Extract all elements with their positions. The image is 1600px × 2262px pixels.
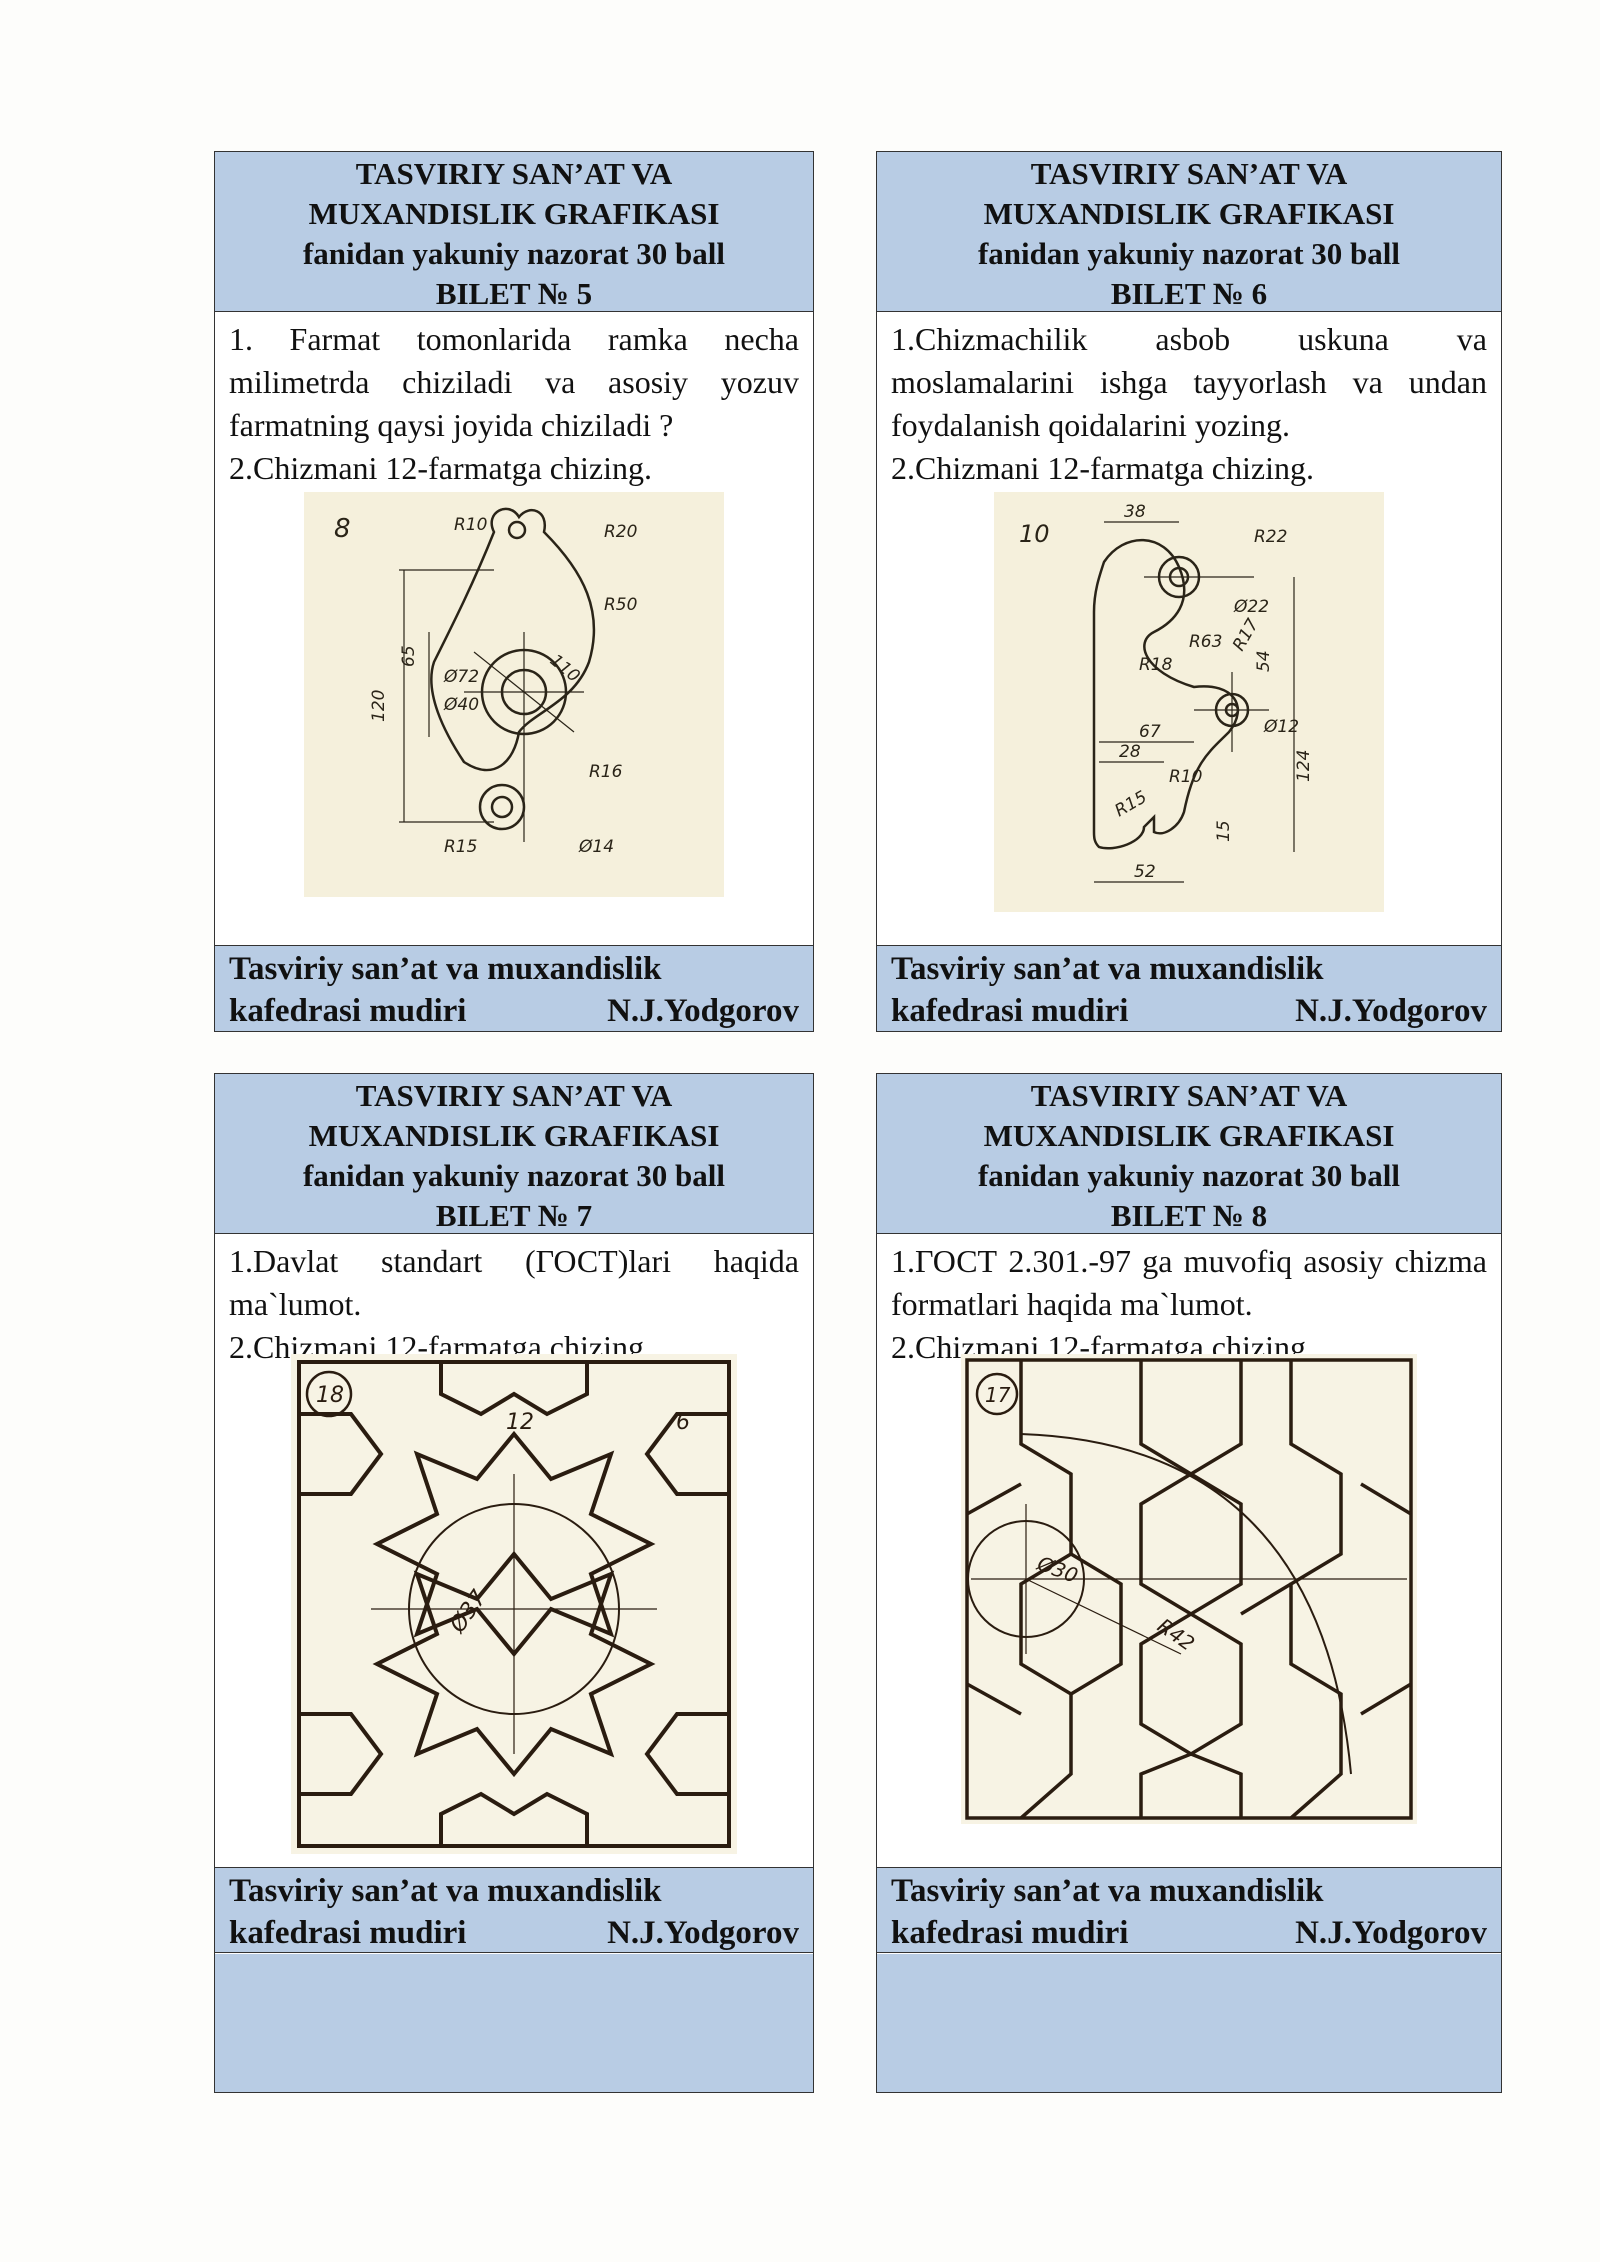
footer-signatory: N.J.Yodgorov: [1295, 1915, 1487, 1951]
dim-label: R20: [604, 522, 638, 542]
footer-signatory: N.J.Yodgorov: [607, 993, 799, 1029]
dim-label: R15: [1111, 787, 1151, 822]
header-line-2: MUXANDISLIK GRAFIKASI: [983, 196, 1395, 231]
technical-drawing-10: [994, 492, 1384, 912]
dim-label: R18: [1139, 655, 1173, 675]
ticket-footer: [215, 945, 813, 1031]
header-line-3: fanidan yakuniy nazorat 30 ball: [977, 236, 1401, 271]
ticket-card-6: [876, 151, 1502, 1032]
header-line-2: MUXANDISLIK GRAFIKASI: [308, 1118, 720, 1153]
ticket-header: [215, 152, 813, 312]
dim-label: 52: [1134, 862, 1156, 882]
footer-position: kafedrasi mudiri: [891, 993, 1129, 1029]
header-line-3: fanidan yakuniy nazorat 30 ball: [302, 1158, 726, 1193]
questions: [215, 312, 813, 490]
header-line-1: TASVIRIY SAN’AT VA: [1030, 1078, 1348, 1113]
dim-label: R42: [1153, 1613, 1200, 1656]
dim-label: R10: [454, 515, 488, 535]
question-1: 1.Davlat standart (ГОСТ)lari haqida ma`lumot.: [229, 1243, 799, 1322]
dim-label: R22: [1254, 527, 1288, 547]
ticket-footer: [215, 1867, 813, 1953]
header-line-2: MUXANDISLIK GRAFIKASI: [308, 196, 720, 231]
dim-label: Ø37: [445, 1585, 492, 1638]
dim-label: 67: [1139, 722, 1161, 742]
dim-label: Ø40: [444, 695, 480, 715]
footer-signatory: N.J.Yodgorov: [607, 1915, 799, 1951]
question-1: 1.Chizmachilik asbob uskuna va moslamalarini ishga tayyorlash va undan foydalanish qoidalarini yozing.: [891, 321, 1487, 443]
drawing-number: 18: [316, 1383, 344, 1408]
ticket-number: BILET № 5: [435, 276, 593, 311]
ticket-header: [215, 1074, 813, 1234]
footer-line-1: Tasviriy san’at va muxandislik: [891, 1873, 1324, 1909]
question-2: 2.Chizmani 12-farmatga chizing: [891, 1329, 1306, 1365]
header-line-1: TASVIRIY SAN’AT VA: [355, 156, 673, 191]
question-1: 1.ГОСТ 2.301.-97 ga muvofiq asosiy chizma formatlari haqida ma`lumot.: [891, 1243, 1487, 1322]
ticket-number: BILET № 8: [1110, 1198, 1268, 1233]
ticket-footer: [877, 945, 1501, 1031]
dim-label: Ø30: [1034, 1551, 1082, 1588]
header-line-1: TASVIRIY SAN’AT VA: [1030, 156, 1348, 191]
dim-label: 12: [506, 1410, 534, 1435]
drawing-number: 8: [334, 514, 351, 544]
dim-label: 110: [545, 650, 584, 687]
header-line-1: TASVIRIY SAN’AT VA: [355, 1078, 673, 1113]
blank-area: [215, 1954, 813, 2092]
footer-position: kafedrasi mudiri: [229, 993, 467, 1029]
dim-label: Ø72: [444, 667, 480, 687]
technical-drawing-8: [304, 492, 724, 897]
ornament-drawing-18: [291, 1354, 737, 1854]
dim-label: Ø22: [1234, 597, 1270, 617]
dim-label: R50: [604, 595, 638, 615]
footer-line-1: Tasviriy san’at va muxandislik: [229, 1873, 662, 1909]
dim-label: 65: [399, 645, 419, 667]
dim-label: 28: [1119, 742, 1141, 762]
questions: [877, 312, 1501, 490]
header-line-2: MUXANDISLIK GRAFIKASI: [983, 1118, 1395, 1153]
blank-area: [877, 1954, 1501, 2092]
question-2: 2.Chizmani 12-farmatga chizing: [229, 1329, 644, 1365]
ticket-header: [877, 1074, 1501, 1234]
ticket-card-8: [876, 1073, 1502, 2093]
ticket-footer: [877, 1867, 1501, 1953]
footer-signatory: N.J.Yodgorov: [1295, 993, 1487, 1029]
dim-label: 15: [1214, 820, 1234, 842]
ticket-card-5: [214, 151, 814, 1032]
dim-label: R10: [1169, 767, 1203, 787]
dim-label: 120: [369, 689, 389, 722]
ticket-number: BILET № 7: [435, 1198, 593, 1233]
question-1: 1. Farmat tomonlarida ramka necha milimetrda chiziladi va asosiy yozuv farmatning qaysi joyida chiziladi ?: [229, 321, 799, 443]
dim-label: Ø14: [579, 837, 615, 857]
dim-label: 54: [1254, 650, 1274, 672]
ornament-drawing-17: [961, 1354, 1417, 1824]
questions: [215, 1234, 813, 1369]
dim-label: Ø12: [1264, 717, 1300, 737]
footer-line-1: Tasviriy san’at va muxandislik: [891, 951, 1324, 987]
footer-position: kafedrasi mudiri: [229, 1915, 467, 1951]
drawing-number: 10: [1019, 520, 1050, 548]
ticket-card-7: [214, 1073, 814, 2093]
ticket-number: BILET № 6: [1110, 276, 1268, 311]
dim-label: R63: [1189, 632, 1223, 652]
dim-label: R17: [1229, 615, 1264, 655]
header-line-3: fanidan yakuniy nazorat 30 ball: [302, 236, 726, 271]
ticket-header: [877, 152, 1501, 312]
questions: [877, 1234, 1501, 1369]
dim-label: 38: [1124, 502, 1146, 522]
dim-label: 6: [676, 1410, 690, 1435]
dim-label: R16: [589, 762, 623, 782]
dim-label: R15: [444, 837, 478, 857]
question-2: 2.Chizmani 12-farmatga chizing.: [891, 450, 1314, 486]
dim-label: 124: [1294, 749, 1314, 782]
footer-line-1: Tasviriy san’at va muxandislik: [229, 951, 662, 987]
drawing-number: 17: [985, 1383, 1011, 1407]
question-2: 2.Chizmani 12-farmatga chizing.: [229, 450, 652, 486]
footer-position: kafedrasi mudiri: [891, 1915, 1129, 1951]
header-line-3: fanidan yakuniy nazorat 30 ball: [977, 1158, 1401, 1193]
